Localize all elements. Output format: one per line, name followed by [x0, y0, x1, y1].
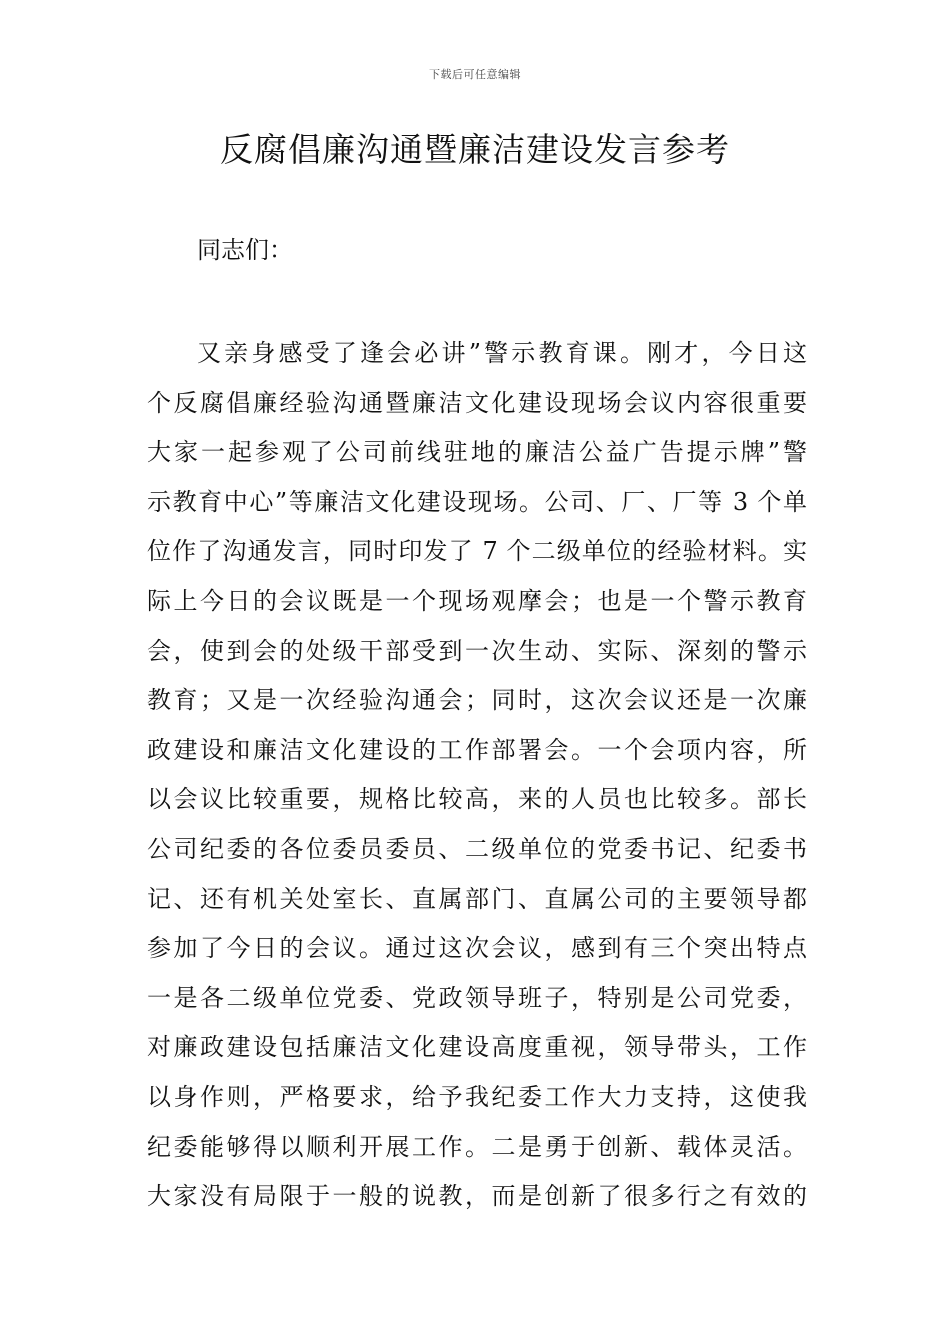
- body-paragraph: [147, 329, 807, 1222]
- body-line: 个反腐倡廉经验沟通暨廉洁文化建设现场会议内容很重要: [147, 388, 807, 417]
- body-line: 示教育中心”等廉洁文化建设现场。公司、厂、厂等 3 个单: [147, 487, 807, 516]
- body-line: 位作了沟通发言，同时印发了 7 个二级单位的经验材料。实: [147, 537, 807, 566]
- body-line: 大家一起参观了公司前线驻地的廉洁公益广告提示牌”警: [147, 438, 807, 467]
- body-line: 大家没有局限于一般的说教，而是创新了很多行之有效的: [147, 1182, 807, 1211]
- body-line: 教育；又是一次经验沟通会；同时，这次会议还是一次廉: [147, 686, 807, 715]
- body-line: 会，使到会的处级干部受到一次生动、实际、深刻的警示: [147, 636, 807, 665]
- body-line: 又亲身感受了逢会必讲”警示教育课。刚才，今日这: [197, 339, 807, 367]
- document-title: 反腐倡廉沟通暨廉洁建设发言参考: [220, 130, 730, 169]
- body-line: 际上今日的会议既是一个现场观摩会；也是一个警示教育: [147, 586, 807, 615]
- header-note: 下载后可任意编辑: [429, 68, 521, 81]
- body-line: 纪委能够得以顺利开展工作。二是勇于创新、载体灵活。: [147, 1132, 807, 1161]
- body-line: 以身作则，严格要求，给予我纪委工作大力支持，这使我: [147, 1082, 807, 1111]
- body-line: 记、还有机关处室长、直属部门、直属公司的主要领导都: [147, 884, 807, 913]
- body-line: 公司纪委的各位委员委员、二级单位的党委书记、纪委书: [147, 834, 807, 863]
- body-line: 一是各二级单位党委、党政领导班子，特别是公司党委，: [147, 983, 807, 1012]
- body-line: 对廉政建设包括廉洁文化建设高度重视，领导带头，工作: [147, 1033, 807, 1062]
- body-line: 以会议比较重要，规格比较高，来的人员也比较多。部长: [147, 785, 807, 814]
- body-line: 参加了今日的会议。通过这次会议，感到有三个突出特点: [147, 934, 807, 963]
- body-line: 政建设和廉洁文化建设的工作部署会。一个会项内容，所: [147, 735, 807, 764]
- salutation: 同志们：: [197, 236, 293, 264]
